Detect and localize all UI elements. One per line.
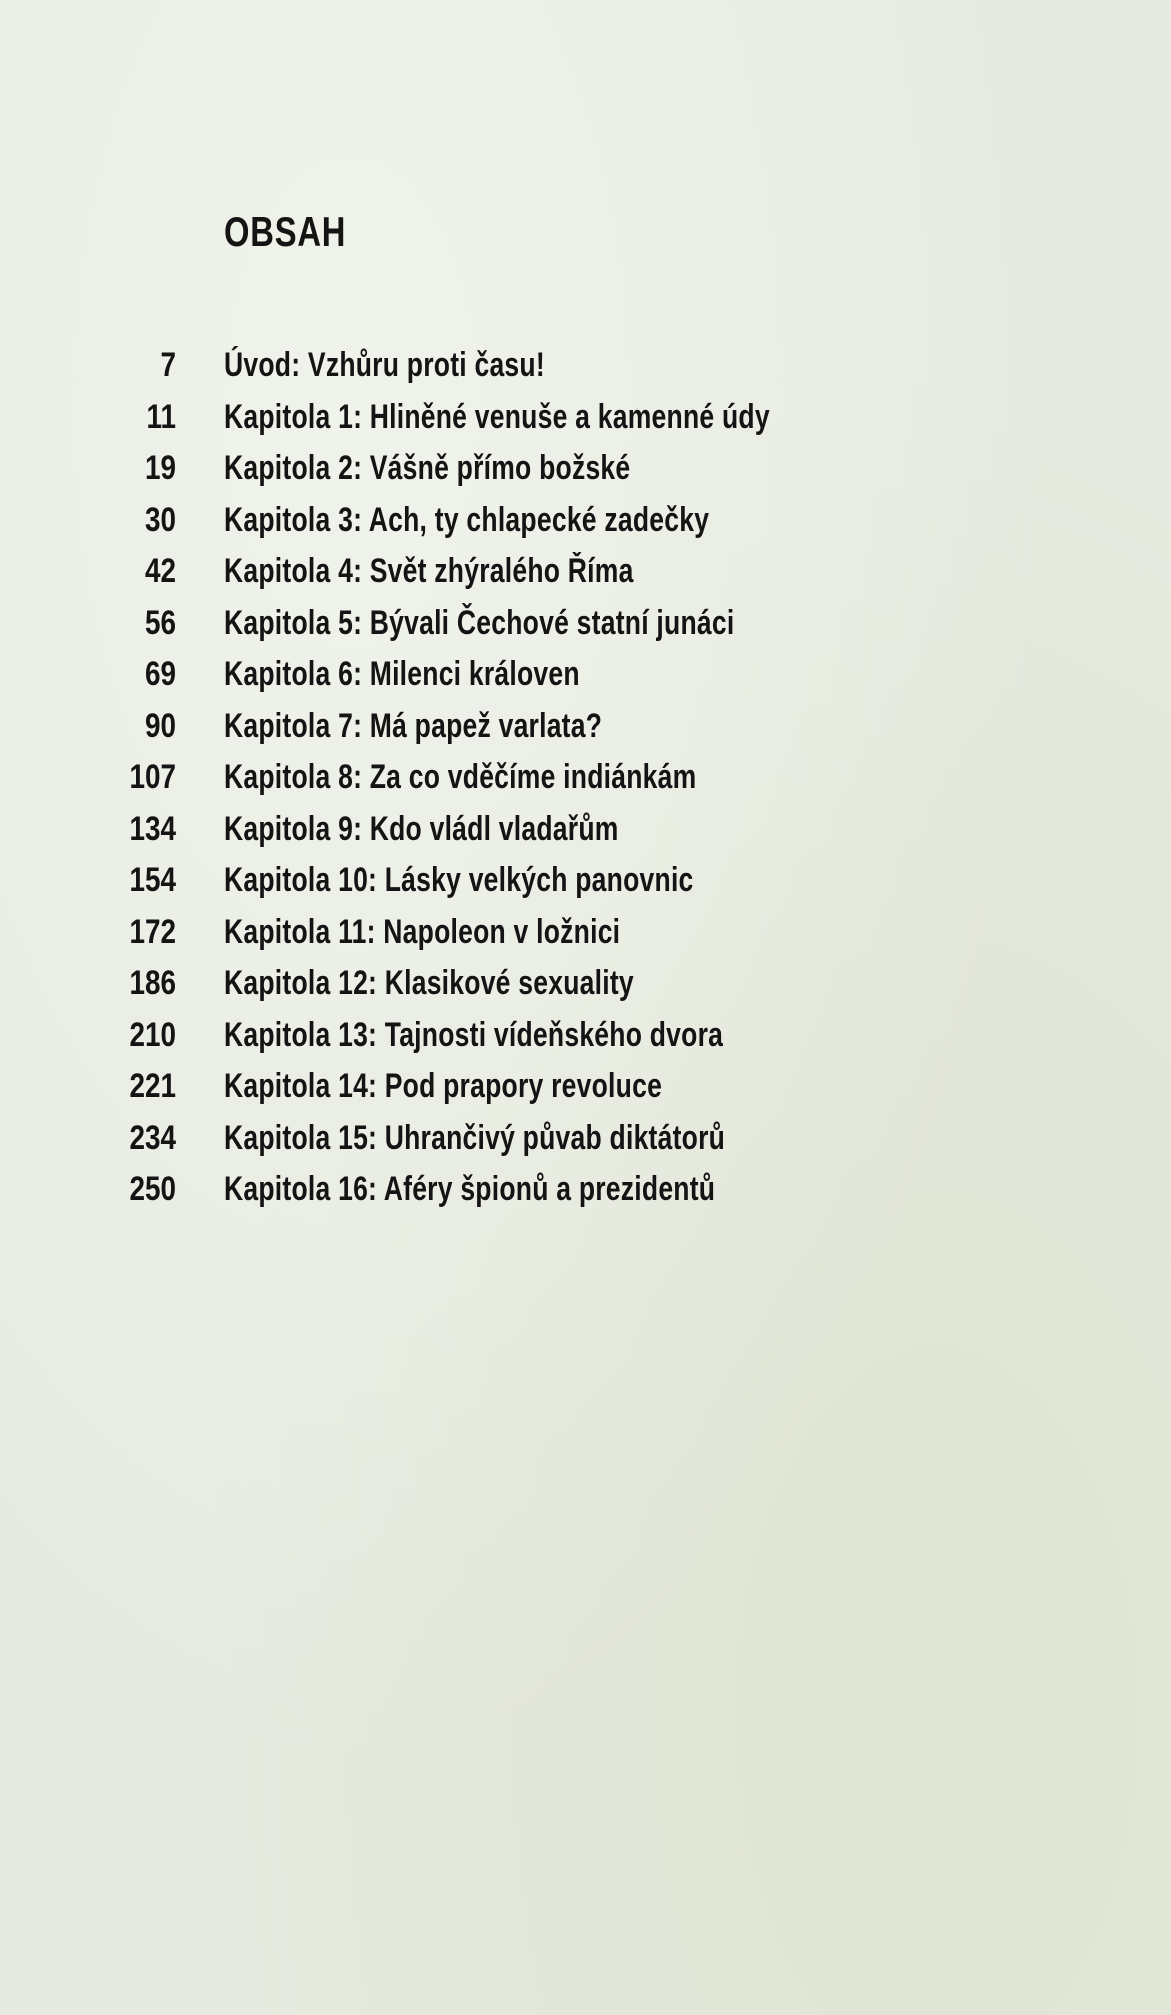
- toc-page-number: 250: [129, 1170, 176, 1209]
- toc-page-number: 210: [129, 1015, 176, 1054]
- toc-entry: [0, 752, 1171, 804]
- toc-entry-title: Kapitola 7: Má papež varlata?: [224, 706, 603, 745]
- toc-page-number: 107: [129, 758, 176, 797]
- toc-entry: [0, 1061, 1171, 1113]
- toc-entry: [0, 649, 1171, 701]
- toc-entry-title: Kapitola 10: Lásky velkých panovnic: [224, 861, 694, 900]
- toc-entry-title: Kapitola 5: Bývali Čechové statní junáci: [224, 603, 735, 642]
- toc-entry-title: Kapitola 11: Napoleon v ložnici: [224, 912, 621, 951]
- toc-entry: [0, 907, 1171, 959]
- table-of-contents: [0, 340, 1171, 1216]
- toc-entry: [0, 598, 1171, 650]
- toc-entry: [0, 1113, 1171, 1165]
- toc-entry-title: Kapitola 1: Hliněné venuše a kamenné údy: [224, 397, 770, 436]
- toc-entry: [0, 340, 1171, 392]
- toc-entry: [0, 855, 1171, 907]
- toc-entry: [0, 701, 1171, 753]
- toc-page-number: 234: [129, 1118, 176, 1157]
- toc-page-number: 186: [129, 964, 176, 1003]
- toc-entry-title: Kapitola 13: Tajnosti vídeňského dvora: [224, 1015, 724, 1054]
- toc-page-number: 42: [144, 552, 176, 591]
- toc-entry-title: Kapitola 9: Kdo vládl vladařům: [224, 809, 619, 848]
- toc-page-number: 19: [144, 449, 176, 488]
- toc-page-number: 90: [144, 706, 176, 745]
- toc-page-number: 56: [144, 603, 176, 642]
- toc-entry-title: Kapitola 14: Pod prapory revoluce: [224, 1067, 663, 1106]
- toc-entry-title: Kapitola 8: Za co vděčíme indiánkám: [224, 758, 697, 797]
- page-title: OBSAH: [224, 208, 347, 256]
- toc-page-number: 154: [129, 861, 176, 900]
- toc-entry: [0, 495, 1171, 547]
- toc-entry: [0, 546, 1171, 598]
- toc-page-number: 134: [129, 809, 176, 848]
- toc-page-number: 11: [146, 397, 176, 436]
- toc-entry-title: Kapitola 2: Vášně přímo božské: [224, 449, 631, 488]
- toc-entry: [0, 804, 1171, 856]
- toc-page-number: 172: [129, 912, 176, 951]
- toc-page-number: 69: [144, 655, 176, 694]
- toc-page-number: 221: [129, 1067, 176, 1106]
- toc-entry-title: Kapitola 4: Svět zhýralého Říma: [224, 552, 634, 591]
- toc-entry-title: Kapitola 3: Ach, ty chlapecké zadečky: [224, 500, 710, 539]
- toc-entry-title: Kapitola 6: Milenci královen: [224, 655, 580, 694]
- toc-entry-title: Kapitola 15: Uhrančivý půvab diktátorů: [224, 1118, 726, 1157]
- toc-entry-title: Kapitola 16: Aféry špionů a prezidentů: [224, 1170, 716, 1209]
- toc-page-number: 7: [160, 346, 176, 385]
- toc-entry: [0, 1164, 1171, 1216]
- toc-page-number: 30: [144, 500, 176, 539]
- toc-entry-title: Úvod: Vzhůru proti času!: [224, 346, 545, 385]
- toc-entry: [0, 392, 1171, 444]
- toc-entry: [0, 443, 1171, 495]
- toc-entry: [0, 1010, 1171, 1062]
- toc-entry-title: Kapitola 12: Klasikové sexuality: [224, 964, 634, 1003]
- toc-entry: [0, 958, 1171, 1010]
